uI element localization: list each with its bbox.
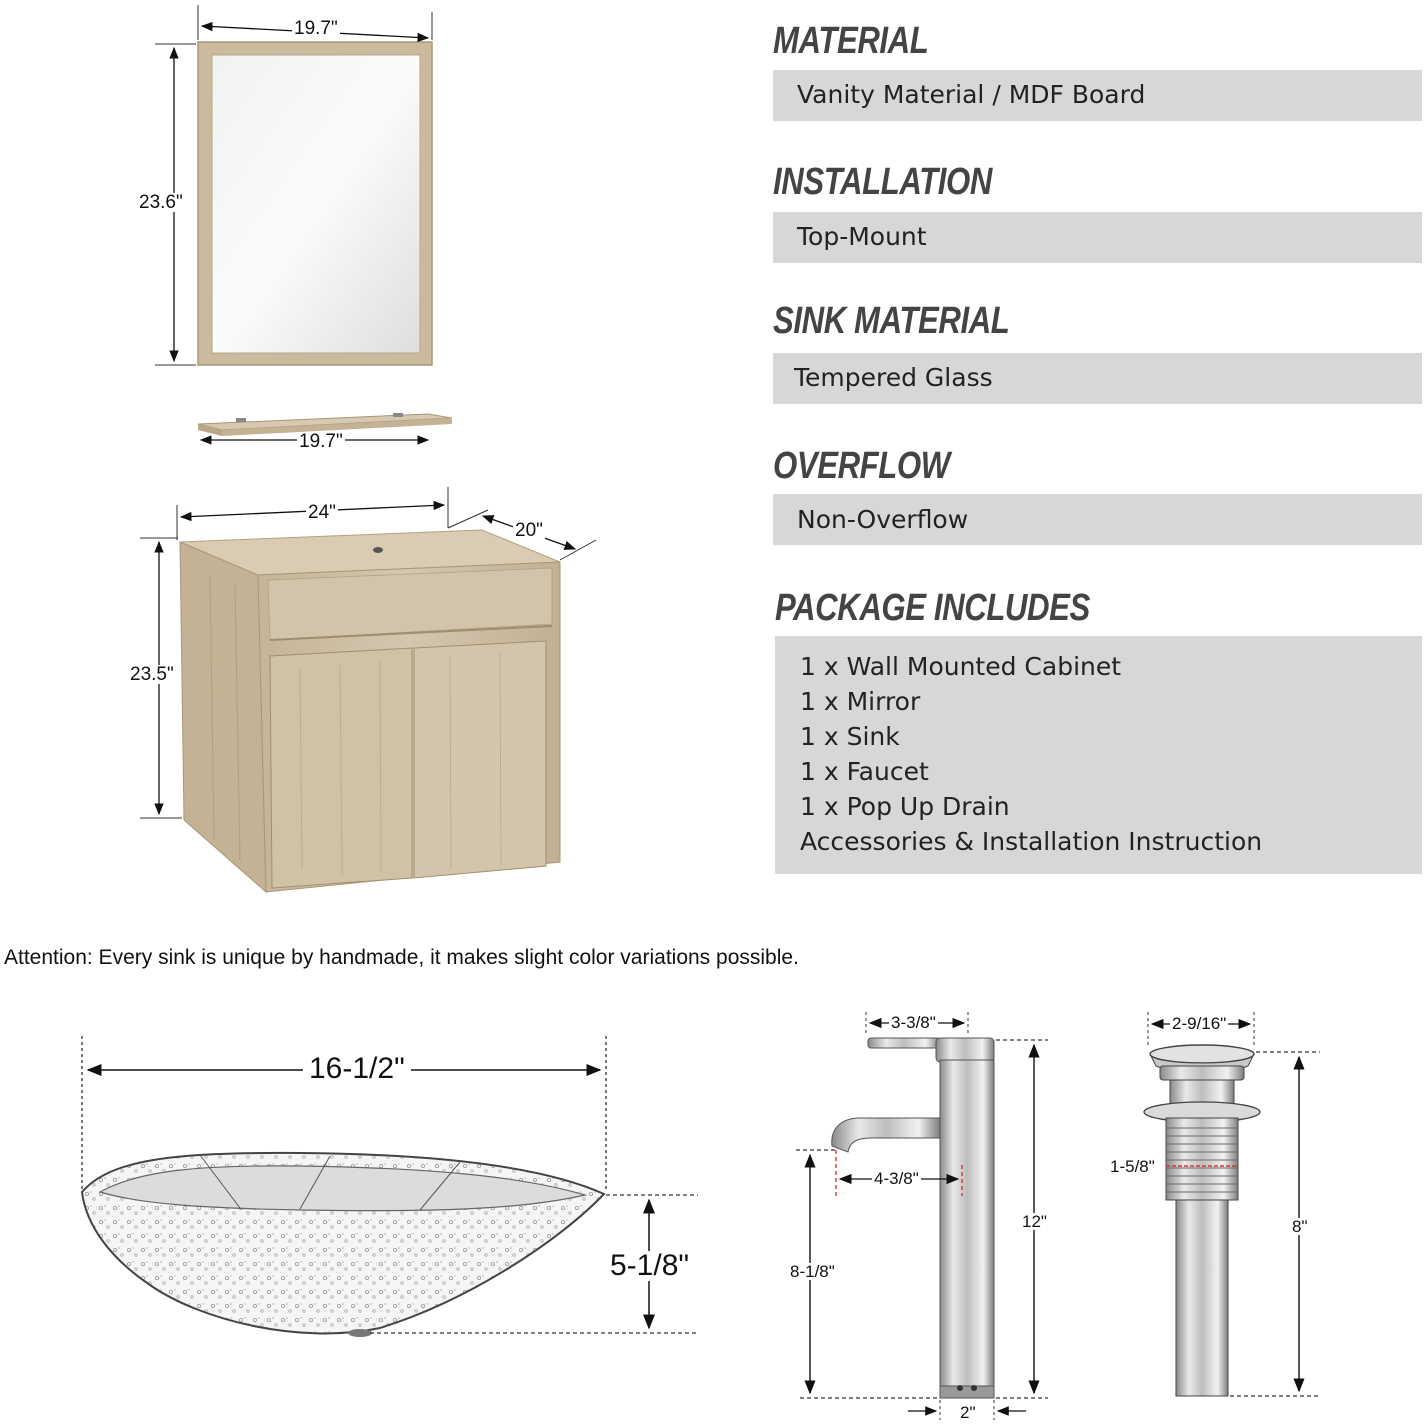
package-list: [775, 636, 1422, 874]
package-item: 1 x Pop Up Drain: [800, 792, 1010, 821]
overflow-box: [773, 494, 1422, 545]
faucet-total-height-label: 12": [1022, 1212, 1047, 1231]
faucet-spout-label: 4-3/8": [874, 1169, 919, 1188]
drain-top-label: 2-9/16": [1172, 1014, 1227, 1033]
package-heading: PACKAGE INCLUDES: [775, 587, 1090, 629]
mirror-image: [198, 42, 432, 365]
drain-diameter-label: 1-5/8": [1110, 1157, 1155, 1176]
package-item: 1 x Mirror: [800, 687, 921, 716]
cabinet-image: [180, 530, 560, 892]
cabinet-depth-label: 20": [515, 520, 543, 541]
package-item: 1 x Faucet: [800, 757, 929, 786]
cabinet-height-label: 23.5": [130, 664, 174, 685]
sink-image: [82, 1153, 604, 1337]
faucet-base-label: 2": [960, 1403, 976, 1422]
faucet-spout-height-label: 8-1/8": [790, 1262, 835, 1281]
sink-width-label: 16-1/2": [303, 1054, 411, 1084]
overflow-heading: OVERFLOW: [773, 445, 950, 487]
package-item: 1 x Wall Mounted Cabinet: [800, 652, 1122, 681]
installation-heading: INSTALLATION: [773, 161, 992, 203]
material-value: Vanity Material / MDF Board: [797, 80, 1146, 109]
sink-faucet-drain-illustration: [0, 1000, 1426, 1425]
mirror-width-label: 19.7": [294, 18, 338, 39]
installation-value: Top-Mount: [797, 222, 927, 251]
faucet-handle-label: 3-3/8": [891, 1013, 936, 1032]
installation-box: [773, 212, 1422, 263]
sink-material-value: Tempered Glass: [794, 363, 993, 392]
sink-material-box: [773, 353, 1422, 404]
faucet-image: [832, 1038, 994, 1398]
mirror-height-label: 23.6": [139, 192, 183, 213]
drain-image: [1144, 1045, 1260, 1396]
package-item: Accessories & Installation Instruction: [800, 827, 1263, 856]
attention-note: Attention: Every sink is unique by handmade, it makes slight color variations possible.: [4, 946, 799, 969]
shelf-width-label: 19.7": [299, 431, 343, 452]
sink-material-heading: SINK MATERIAL: [773, 300, 1010, 342]
sink-height-label: 5-1/8": [604, 1251, 695, 1281]
overflow-value: Non-Overflow: [797, 505, 969, 534]
drain-height-label: 8": [1292, 1217, 1308, 1236]
material-heading: MATERIAL: [773, 20, 929, 62]
package-item: 1 x Sink: [800, 722, 900, 751]
material-box: [773, 70, 1422, 121]
cabinet-width-label: 24": [308, 502, 336, 523]
